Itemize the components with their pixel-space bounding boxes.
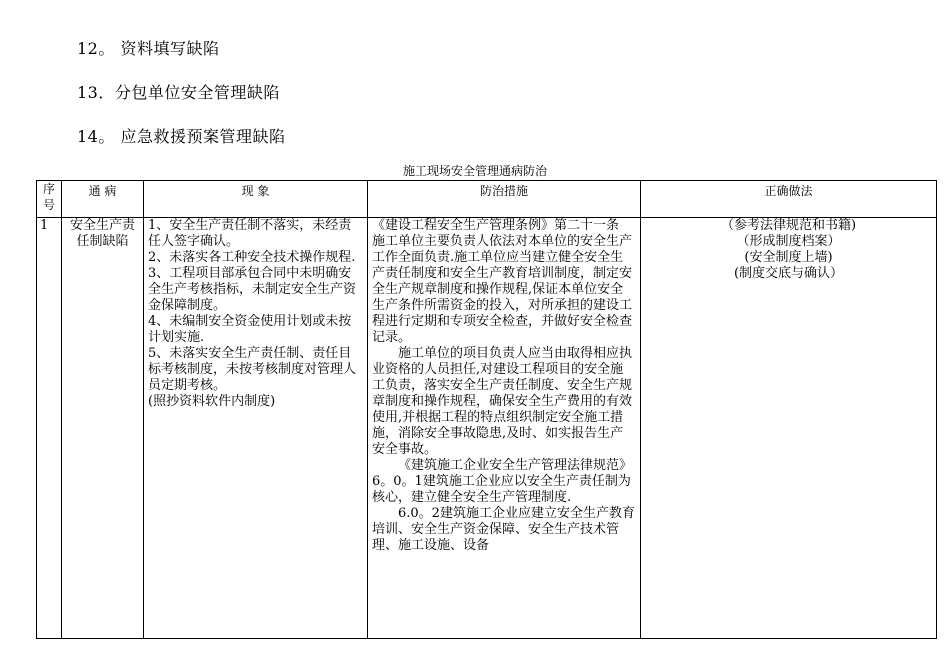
symptom-item: 2、未落实各工种安全技术操作规程. — [148, 250, 356, 265]
prevention-paragraph: 6.0。2建筑施工企业应建立安全生产教育培训、安全生产资金保障、安全生产技术管理、施工设施、设备 — [372, 506, 635, 553]
heading-item-12: 12。 资料填写缺陷 — [77, 39, 220, 58]
cell-no: 1 — [37, 218, 62, 639]
symptom-item: (照抄资料软件内制度) — [148, 394, 276, 409]
table-header-row — [37, 181, 937, 218]
symptom-item: 3、工程项目部承包合同中未明确安全生产考核指标，未制定安全生产资金保障制度。 — [148, 266, 357, 313]
symptom-item: 5、未落实安全生产责任制、责任目标考核制度，未按考核制度对管理人员定期考核。 — [148, 346, 357, 393]
prevention-paragraph: 《建筑施工企业安全生产管理法律规范》6。0。1建筑施工企业应以安全生产责任制为核心，建立健全安全生产管理制度. — [372, 458, 633, 505]
cell-prevention — [368, 218, 641, 639]
table-row — [37, 218, 937, 639]
header-prevention: 防治措施 — [368, 181, 641, 218]
prevention-paragraph: 施工单位的项目负责人应当由取得相应执业资格的人员担任,对建设工程项目的安全施工负责，落实安全生产责任制度、安全生产规章制度和操作规程，确保安全生产费用的有效使用,并根据工程的特点组织制定安全施工措施，消除安全事故隐患,及时、如实报告生产安全事故。 — [372, 346, 633, 457]
heading-item-14: 14。 应急救援预案管理缺陷 — [77, 127, 286, 146]
cell-disease: 安全生产责任制缺陷 — [62, 218, 144, 639]
header-symptom: 现 象 — [144, 181, 368, 218]
defects-table — [36, 180, 937, 639]
prevention-paragraph: 《建设工程安全生产管理条例》第二十一条 施工单位主要负责人依法对本单位的安全生产工作全面负责.施工单位应当建立健全安全生产责任制度和安全生产教育培训制度，制定安全生产规章制度和操作规程,保证本单位安全生产条件所需资金的投入，对所承担的建设工程进行定期和专项安全检查，并做好安全检查记录。 — [372, 218, 637, 345]
header-disease: 通 病 — [62, 181, 144, 218]
symptom-item: 4、未编制安全资金使用计划或未按计划实施. — [148, 314, 352, 345]
cell-correct — [641, 218, 937, 639]
cell-symptoms — [144, 218, 368, 639]
header-no: 序号 — [37, 181, 62, 218]
correct-item: （形成制度档案） — [736, 234, 841, 249]
symptom-item: 1、安全生产责任制不落实，未经责任人签字确认。 — [148, 218, 352, 249]
correct-item: （参考法律规范和书籍) — [720, 218, 857, 233]
correct-item: (制度交底与确认） — [733, 266, 844, 281]
heading-item-13: 13．分包单位安全管理缺陷 — [77, 83, 280, 102]
header-correct: 正确做法 — [641, 181, 937, 218]
correct-item: (安全制度上墙) — [744, 250, 833, 265]
table-caption: 施工现场安全管理通病防治 — [402, 164, 547, 178]
